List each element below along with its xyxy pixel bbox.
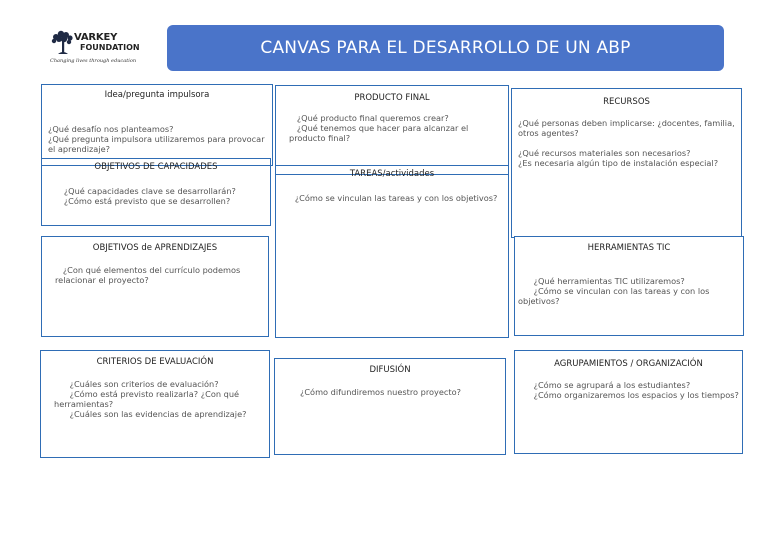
agrupamientos-text: ¿Cómo se agrupará a los estudiantes? ¿Cómo organizaremos los espacios y los tiempos? [533, 380, 739, 400]
criterios-evaluacion-box [40, 350, 270, 458]
objetivos-aprendizajes-title: OBJETIVOS de APRENDIZAJES [92, 243, 218, 253]
tareas-box [275, 165, 509, 338]
agrupamientos-title: AGRUPAMIENTOS / ORGANIZACIÓN [554, 359, 703, 369]
page-title: CANVAS PARA EL DESARROLLO DE UN ABP [260, 38, 631, 58]
page-title-banner [167, 25, 724, 71]
objetivos-capacidades-text: ¿Qué capacidades clave se desarrollarán? ¿Cómo está previsto que se desarrollen? [63, 186, 236, 206]
objetivos-aprendizajes-box [41, 236, 269, 337]
varkey-foundation-logo [50, 30, 145, 70]
objetivos-aprendizajes-text: ¿Con qué elementos del currículo podemos relacionar el proyecto? [55, 265, 243, 285]
idea-text: ¿Qué desafío nos planteamos? ¿Qué pregunta impulsora utilizaremos para provocar el aprendizaje? [48, 124, 265, 154]
herramientas-tic-box [514, 236, 744, 336]
recursos-title: RECURSOS [603, 97, 650, 107]
agrupamientos-box [514, 350, 743, 454]
tareas-title: TAREAS/actividades [349, 169, 435, 179]
difusion-title: DIFUSIÓN [369, 365, 411, 375]
criterios-evaluacion-title: CRITERIOS DE EVALUACIÓN [96, 357, 214, 367]
objetivos-capacidades-title: OBJETIVOS DE CAPACIDADES [94, 162, 218, 172]
tree-icon [50, 30, 76, 56]
difusion-text: ¿Cómo difundiremos nuestro proyecto? [300, 387, 461, 397]
idea-box [41, 84, 273, 166]
criterios-evaluacion-text: ¿Cuáles son criterios de evaluación? ¿Cómo está previsto realizarla? ¿Con qué herramientas? ¿Cuáles son las evidencias de aprendizaje? [54, 379, 247, 419]
herramientas-tic-text: ¿Qué herramientas TIC utilizaremos? ¿Cómo se vinculan con las tareas y con los objetivos? [518, 276, 710, 306]
herramientas-tic-title: HERRAMIENTAS TIC [587, 243, 671, 253]
recursos-text: ¿Qué personas deben implicarse: ¿docentes, familia, otros agentes? ¿Qué recursos materiales son necesarios? ¿Es necesaria algún tipo de instalación especial? [518, 118, 735, 168]
difusion-box [274, 358, 506, 455]
recursos-box [511, 88, 742, 238]
tareas-text: ¿Cómo se vinculan las tareas y con los objetivos? [287, 193, 498, 203]
producto-final-text: ¿Qué producto final queremos crear? ¿Qué tenemos que hacer para alcanzar el producto final? [289, 113, 469, 143]
objetivos-capacidades-box [41, 158, 271, 226]
logo-line2: FOUNDATION [80, 43, 140, 52]
logo-line1: VARKEY [74, 32, 118, 43]
producto-final-box [275, 85, 509, 175]
producto-final-title: PRODUCTO FINAL [354, 93, 430, 103]
idea-title: Idea/pregunta impulsora [104, 90, 210, 100]
logo-tagline: Changing lives through education [50, 58, 137, 64]
